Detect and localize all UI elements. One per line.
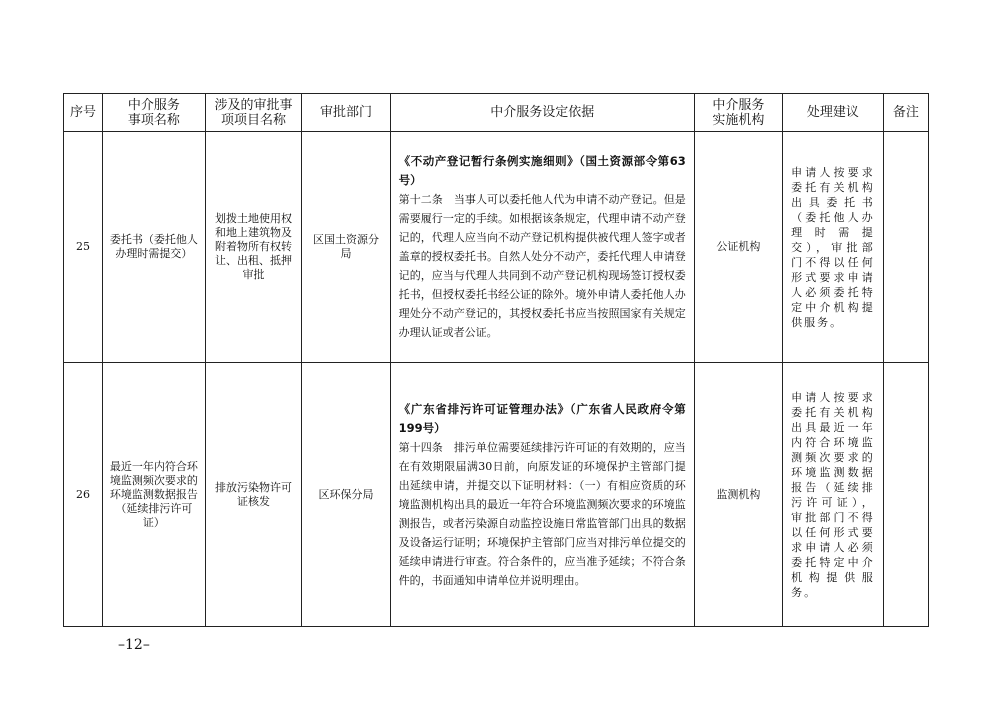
- row-no: 25: [64, 132, 103, 363]
- intermediary-services-table: [63, 93, 929, 627]
- header-suggestion: 处理建议: [783, 94, 884, 132]
- basis-body: 第十二条 当事人可以委托他人代为申请不动产登记。但是需要履行一定的手续。如根据该条规定，代理申请不动产登记的，代理人应当向不动产登记机构提供被代理人签字或者盖章的授权委托书。自然人处分不动产，委托代理人申请登记的，应当与代理人共同到不动产登记机构现场签订授权委托书，但授权委托书经公证的除外。境外申请人委托他人办理处分不动产登记的，其授权委托书应当按照国家有关规定办理认证或者公证。: [398, 193, 686, 339]
- row-basis: [390, 363, 694, 627]
- row-approval-item: 划拨土地使用权和地上建筑物及附着物所有权转让、出租、抵押审批: [205, 132, 302, 363]
- row-no: 26: [64, 363, 103, 627]
- header-service: 中介服务 事项名称: [103, 94, 206, 132]
- row-department: 区国土资源分局: [302, 132, 390, 363]
- header-department: 审批部门: [302, 94, 390, 132]
- row-agency: 监测机构: [694, 363, 782, 627]
- row-suggestion: 申请人按要求委托有关机构出具最近一年内符合环境监测频次要求的环境监测数据报告（延续排污许可证），审批部门不得以任何形式要求申请人必须委托特定中介机构提供服务。: [783, 363, 884, 627]
- row-service: 委托书（委托他人办理时需提交）: [103, 132, 206, 363]
- row-suggestion: 申请人按要求委托有关机构出具委托书（委托他人办理时需提交），审批部门不得以任何形式要求申请人必须委托特定中介机构提供服务。: [783, 132, 884, 363]
- row-approval-item: 排放污染物许可证核发: [205, 363, 302, 627]
- header-basis: 中介服务设定依据: [390, 94, 694, 132]
- table-row: [64, 132, 929, 363]
- header-approval-item: 涉及的审批事 项项目名称: [205, 94, 302, 132]
- header-agency: 中介服务 实施机构: [694, 94, 782, 132]
- basis-title: 《不动产登记暂行条例实施细则》（国土资源部令第63号）: [398, 154, 686, 187]
- header-remark: 备注: [883, 94, 928, 132]
- row-department: 区环保分局: [302, 363, 390, 627]
- row-agency: 公证机构: [694, 132, 782, 363]
- table-row: [64, 363, 929, 627]
- basis-body: 第十四条 排污单位需要延续排污许可证的有效期的，应当在有效期限届满30日前，向原发证的环境保护主管部门提出延续申请，并提交以下证明材料：（一）有相应资质的环境监测机构出具的最近一年符合环境监测频次要求的环境监测报告，或者污染源自动监控设施日常监管部门出具的数据及设备运行证明；环境保护主管部门应当对排污单位提交的延续申请进行审查。符合条件的，应当准予延续；不符合条件的，书面通知申请单位并说明理由。: [398, 440, 686, 587]
- header-no: 序号: [64, 94, 103, 132]
- basis-title: 《广东省排污许可证管理办法》（广东省人民政府令第199号）: [398, 401, 686, 435]
- row-remark: [883, 132, 928, 363]
- row-remark: [883, 363, 928, 627]
- row-basis: [390, 132, 694, 363]
- row-service: 最近一年内符合环境监测频次要求的环境监测数据报告（延续排污许可证）: [103, 363, 206, 627]
- page-number: –12–: [118, 637, 150, 653]
- table-header-row: [64, 94, 929, 132]
